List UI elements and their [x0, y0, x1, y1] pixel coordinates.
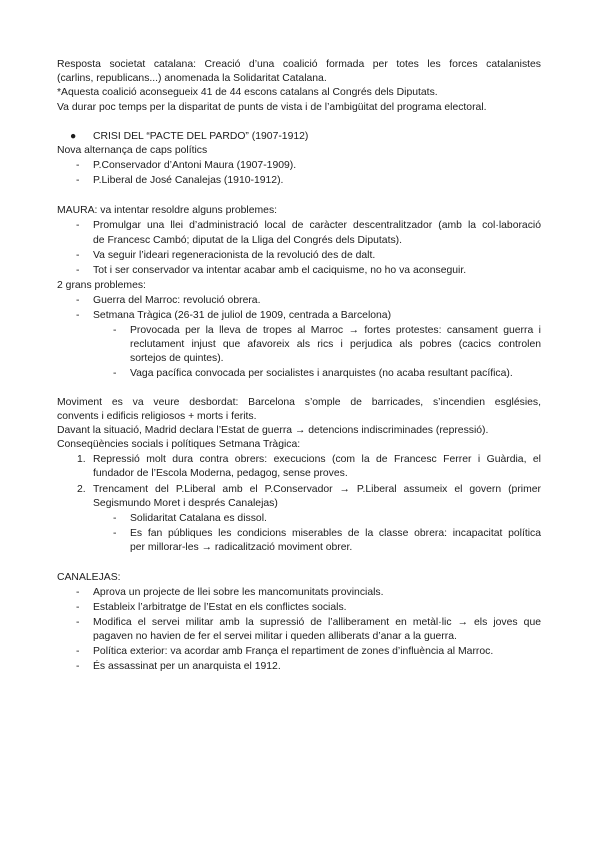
list-dash: -	[76, 310, 80, 321]
list-dash: -	[76, 617, 80, 628]
list-dash: -	[76, 602, 80, 613]
list-dash: -	[76, 646, 80, 657]
canalejas-item-3-line-2: pagaven no havien de fer el servei militar i queden alliberats d’anar a la guerra.	[93, 631, 457, 642]
list-dash: -	[76, 265, 80, 276]
intro-line-3: *Aquesta coalició aconsegueix 41 de 44 escons catalans al Congrés dels Diputats.	[57, 87, 438, 98]
intro-line-1: Resposta societat catalana: Creació d’una coalició formada per totes les forces catalanistes	[57, 59, 541, 70]
intro-line-2: (carlins, republicans...) anomenada la Solidaritat Catalana.	[57, 73, 327, 84]
problem-2: Setmana Tràgica (26-31 de juliol de 1909, centrada a Barcelona)	[93, 310, 392, 321]
crisis-bullet: ●	[70, 131, 77, 142]
list-dash: -	[113, 513, 117, 524]
list-dash: -	[76, 587, 80, 598]
maura-item-3: Tot i ser conservador va intentar acabar amb el caciquisme, no ho va aconseguir.	[93, 265, 467, 276]
crisis-item-1: P.Conservador d’Antoni Maura (1907-1909).	[93, 160, 297, 171]
problem-2a-line-2: reclutament injust que afavoreix als rics i perjudica als pobres (cacics controlen	[130, 339, 541, 350]
canalejas-item-5: És assassinat per un anarquista el 1912.	[93, 661, 281, 672]
list-dash: -	[76, 661, 80, 672]
maura-item-1-line-1: Promulgar una llei d’administració local de caràcter descentralitzador (amb la col·laboració	[93, 220, 541, 231]
consequence-1-line-2: fundador de l’Escola Moderna, pedagog, sense proves.	[93, 468, 348, 479]
consequence-2b-line-2: per millorar-les → radicalització moviment obrer.	[130, 542, 353, 553]
list-dash: -	[113, 368, 117, 379]
consequence-1-line-1: Repressió molt dura contra obrers: execucions (com la de Francesc Ferrer i Guàrdia, el	[93, 454, 541, 465]
list-dash: -	[76, 175, 80, 186]
canalejas-item-1: Aprova un projecte de llei sobre les mancomunitats provincials.	[93, 587, 384, 598]
list-dash: -	[76, 160, 80, 171]
problem-1: Guerra del Marroc: revolució obrera.	[93, 295, 261, 306]
consequence-2b-line-1: Es fan públiques les condicions miserables de la classe obrera: incapacitat política	[130, 528, 541, 539]
consequence-2-line-2: Segismundo Moret i després Canalejas)	[93, 498, 278, 509]
list-dash: -	[76, 220, 80, 231]
canalejas-item-2: Estableix l’arbitratge de l’Estat en els conflictes socials.	[93, 602, 347, 613]
canalejas-item-4: Política exterior: va acordar amb França el repartiment de zones d’influència al Marroc.	[93, 646, 494, 657]
consequences-heading: Conseqüències socials i polítiques Setmana Tràgica:	[57, 439, 301, 450]
maura-heading: MAURA: va intentar resoldre alguns problemes:	[57, 205, 278, 216]
problem-2b: Vaga pacífica convocada per socialistes i anarquistes (no acaba resultant pacífica).	[130, 368, 513, 379]
intro-line-4: Va durar poc temps per la disparitat de punts de vista i de l’ambigüitat del programa electoral.	[57, 102, 487, 113]
list-dash: -	[76, 250, 80, 261]
crisis-item-2: P.Liberal de José Canalejas (1910-1912).	[93, 175, 284, 186]
problem-2a-line-1: Provocada per la lleva de tropes al Marroc → fortes protestes: cansament guerra i	[130, 325, 541, 336]
moviment-line-1: Moviment es va veure desbordat: Barcelona s’omple de barricades, s’incendien esglésies,	[57, 397, 541, 408]
moviment-line-3: Davant la situació, Madrid declara l’Estat de guerra → detencions indiscriminades (repressió).	[57, 425, 489, 436]
list-dash: -	[113, 528, 117, 539]
maura-item-1-line-2: de Francesc Cambó; diputat de la Lliga del Congrés dels Diputats).	[93, 235, 402, 246]
moviment-line-2: convents i edificis religiosos + morts i ferits.	[57, 411, 257, 422]
crisis-subheading: Nova alternança de caps polítics	[57, 145, 208, 156]
consequence-2a: Solidaritat Catalana es dissol.	[130, 513, 267, 524]
consequence-2-line-1: Trencament del P.Liberal amb el P.Conservador → P.Liberal assumeix el govern (primer	[93, 484, 541, 495]
maura-item-2: Va seguir l’ideari regeneracionista de la revolució des de dalt.	[93, 250, 376, 261]
list-dash: -	[113, 325, 117, 336]
list-dash: -	[76, 295, 80, 306]
problem-2a-line-3: sortejos de quintes).	[130, 353, 224, 364]
crisis-heading: CRISI DEL “PACTE DEL PARDO” (1907-1912)	[93, 131, 309, 142]
canalejas-item-3-line-1: Modifica el servei militar amb la supressió de l’alliberament en metàl·lic → els joves que	[93, 617, 541, 628]
canalejas-heading: CANALEJAS:	[57, 572, 121, 583]
list-number-1: 1.	[77, 454, 86, 465]
problems-heading: 2 grans problemes:	[57, 280, 146, 291]
list-number-2: 2.	[77, 484, 86, 495]
